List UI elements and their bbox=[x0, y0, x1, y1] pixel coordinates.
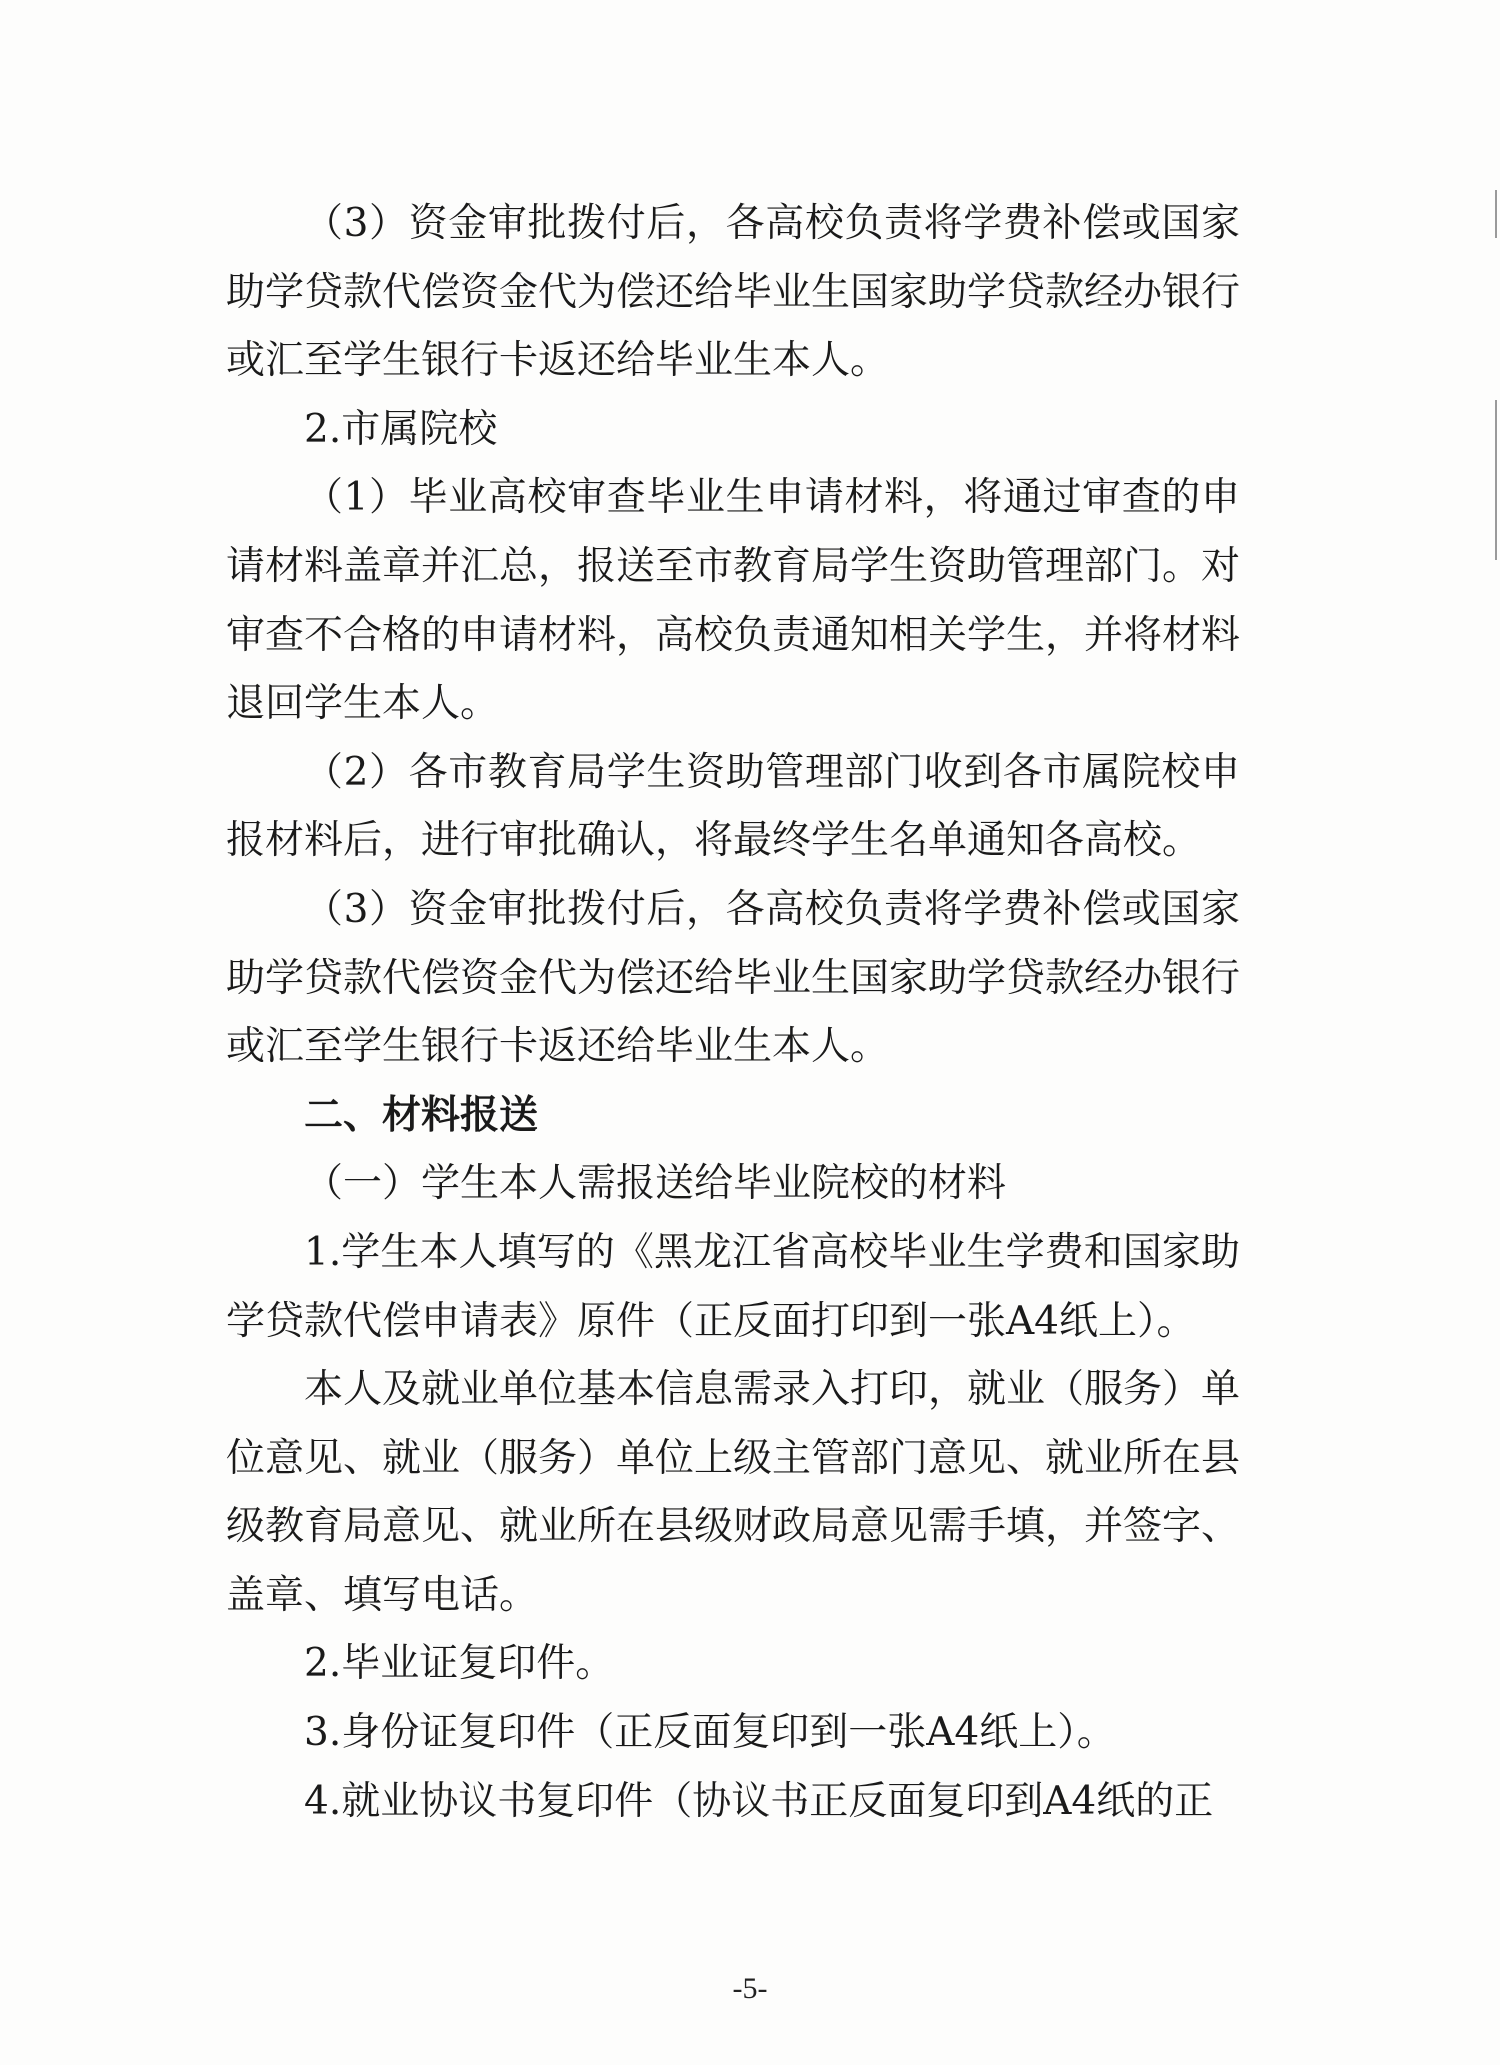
paragraph-form-instructions: 本人及就业单位基本信息需录入打印，就业（服务）单位意见、就业（服务）单位上级主管部门意见、就业所在县级教育局意见、就业所在县级财政局意见需手填，并签字、盖章、填写电话。 bbox=[226, 1367, 1241, 1618]
section-heading-material-submission: 二、材料报送 bbox=[304, 1092, 539, 1138]
subheading-municipal-colleges: 2.市属院校 bbox=[304, 406, 498, 452]
document-body bbox=[226, 190, 1240, 1836]
page-number: -5- bbox=[732, 1972, 768, 2005]
list-item-diploma-copy: 2.毕业证复印件。 bbox=[304, 1641, 615, 1687]
paragraph-fund-disbursement-1: （3）资金审批拨付后，各高校负责将学费补偿或国家助学贷款代偿资金代为偿还给毕业生国家助学贷款经办银行或汇至学生银行卡返还给毕业生本人。 bbox=[226, 201, 1241, 384]
paragraph-review-materials: （1）毕业高校审查毕业生申请材料，将通过审查的申请材料盖章并汇总，报送至市教育局学生资助管理部门。对审查不合格的申请材料，高校负责通知相关学生，并将材料退回学生本人。 bbox=[226, 475, 1241, 727]
scan-edge-mark bbox=[1495, 400, 1497, 560]
paragraph-fund-disbursement-2: （3）资金审批拨付后，各高校负责将学费补偿或国家助学贷款代偿资金代为偿还给毕业生国家助学贷款经办银行或汇至学生银行卡返还给毕业生本人。 bbox=[226, 886, 1241, 1070]
list-item-id-copy: 3.身份证复印件（正反面复印到一张A4纸上）。 bbox=[304, 1710, 1116, 1756]
scan-edge-mark bbox=[1495, 190, 1497, 238]
subheading-student-materials: （一）学生本人需报送给毕业院校的材料 bbox=[304, 1161, 1007, 1207]
list-item-employment-agreement: 4.就业协议书复印件（协议书正反面复印到A4纸的正 bbox=[304, 1778, 1214, 1824]
list-item-application-form: 1.学生本人填写的《黑龙江省高校毕业生学费和国家助学贷款代偿申请表》原件（正反面打印到一张A4纸上）。 bbox=[226, 1229, 1240, 1344]
paragraph-approval-confirmation: （2）各市教育局学生资助管理部门收到各市属院校申报材料后，进行审批确认，将最终学生名单通知各高校。 bbox=[226, 749, 1240, 864]
